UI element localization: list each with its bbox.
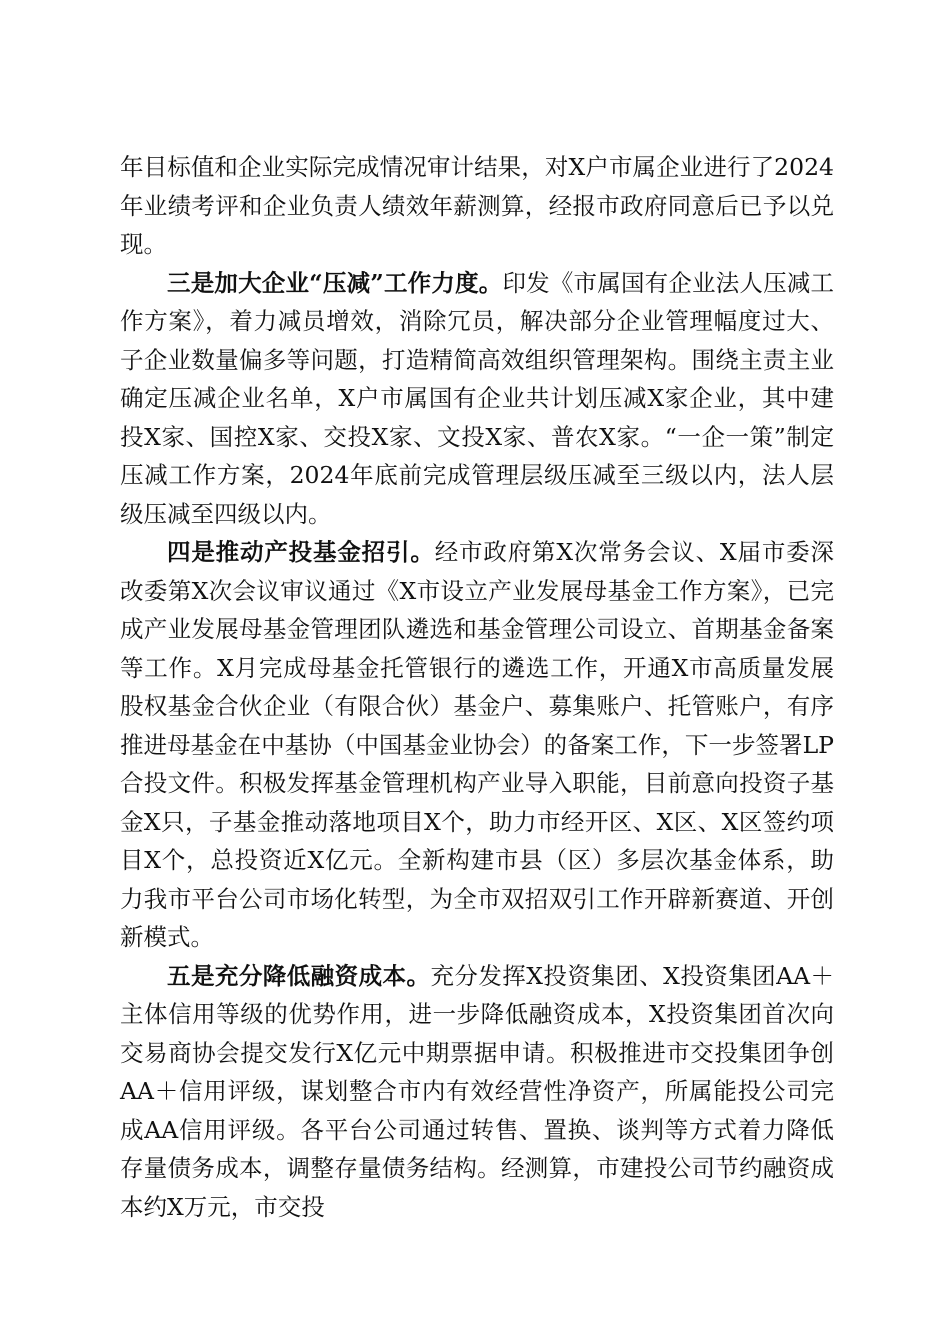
paragraph-fund <box>120 533 834 957</box>
paragraph-continuation <box>120 148 834 264</box>
paragraph-lead: 四是推动产投基金招引。 <box>167 538 435 566</box>
paragraph-financing <box>120 957 834 1227</box>
paragraph-text: 年目标值和企业实际完成情况审计结果，对X户市属企业进行了2024年业绩考评和企业负责人绩效年薪测算，经报市政府同意后已予以兑现。 <box>120 153 834 258</box>
paragraph-text: 印发《市属国有企业法人压减工作方案》，着力减员增效，消除冗员，解决部分企业管理幅度过大、子企业数量偏多等问题，打造精简高效组织管理架构。围绕主责主业确定压减企业名单，X户市属国有企业共计划压减X家企业，其中建投X家、国控X家、交投X家、文投X家、普农X家。“一企一策”制定压减工作方案，2024年底前完成管理层级压减至三级以内，法人层级压减至四级以内。 <box>120 268 835 528</box>
paragraph-compression <box>120 264 834 534</box>
paragraph-text: 充分发挥X投资集团、X投资集团AA＋主体信用等级的优势作用，进一步降低融资成本，X投资集团首次向交易商协会提交发行X亿元中期票据申请。积极推进市交投集团争创AA＋信用评级，谋划整合市内有效经营性净资产，所属能投公司完成AA信用评级。各平台公司通过转售、置换、谈判等方式着力降低存量债务成本，调整存量债务结构。经测算，市建投公司节约融资成本约X万元，市交投 <box>120 961 835 1221</box>
paragraph-lead: 三是加大企业“压减”工作力度。 <box>167 268 503 297</box>
paragraph-lead: 五是充分降低融资成本。 <box>167 961 431 990</box>
document-page <box>120 148 834 1226</box>
paragraph-text: 经市政府第X次常务会议、X届市委深改委第X次会议审议通过《X市设立产业发展母基金工作方案》，已完成产业发展母基金管理团队遴选和基金管理公司设立、首期基金备案等工作。X月完成母基金托管银行的遴选工作，开通X市高质量发展股权基金合伙企业（有限合伙）基金户、募集账户、托管账户，有序推进母基金在中基协（中国基金业协会）的备案工作，下一步签署LP合投文件。积极发挥基金管理机构产业导入职能，目前意向投资子基金X只，子基金推动落地项目X个，助力市经开区、X区、X区签约项目X个，总投资近X亿元。全新构建市县（区）多层次基金体系，助力我市平台公司市场化转型，为全市双招双引工作开辟新赛道、开创新模式。 <box>120 538 834 951</box>
